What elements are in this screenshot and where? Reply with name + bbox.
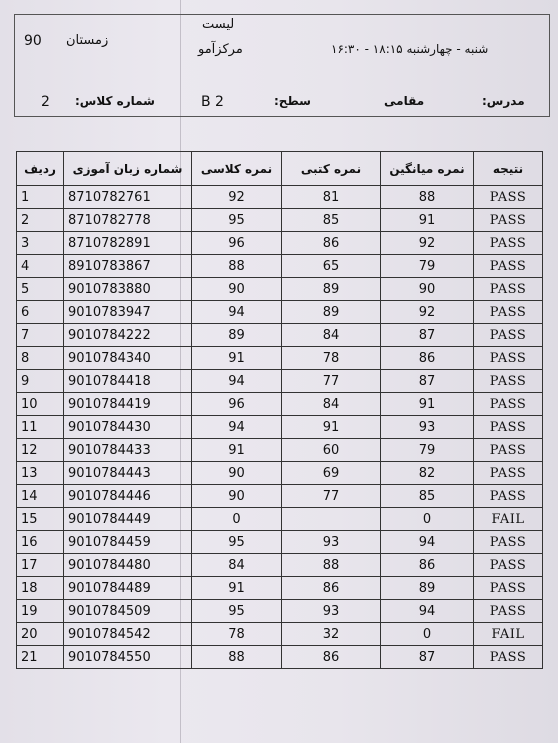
student-id-cell: 9010784550 (64, 646, 192, 669)
row-number-cell: 7 (17, 324, 64, 347)
average-score-cell: 94 (381, 531, 474, 554)
result-cell: PASS (474, 232, 543, 255)
table-row (17, 600, 543, 623)
result-cell: PASS (474, 485, 543, 508)
student-id-cell: 8710782891 (64, 232, 192, 255)
average-score-cell: 90 (381, 278, 474, 301)
result-cell: PASS (474, 577, 543, 600)
average-score-cell: 86 (381, 554, 474, 577)
list-title: لیست (202, 17, 235, 32)
student-id-cell: 9010783947 (64, 301, 192, 324)
class-score-cell: 91 (192, 347, 282, 370)
term-label: زمستان (66, 33, 109, 48)
class-score-cell: 0 (192, 508, 282, 531)
student-id-cell: 9010784446 (64, 485, 192, 508)
average-score-cell: 93 (381, 416, 474, 439)
student-id-cell: 8710782761 (64, 186, 192, 209)
term-number: 90 (24, 33, 42, 49)
average-score-cell: 0 (381, 623, 474, 646)
table-row (17, 508, 543, 531)
row-number-cell: 12 (17, 439, 64, 462)
table-row (17, 301, 543, 324)
written-score-cell: 77 (282, 485, 381, 508)
row-number-cell: 19 (17, 600, 64, 623)
row-number-cell: 16 (17, 531, 64, 554)
teacher-label: مدرس: (482, 94, 525, 108)
average-score-cell: 0 (381, 508, 474, 531)
column-header-student-id: شماره زبان آموزی (64, 152, 192, 186)
class-score-cell: 96 (192, 232, 282, 255)
student-id-cell: 8910783867 (64, 255, 192, 278)
row-number-cell: 4 (17, 255, 64, 278)
class-score-cell: 94 (192, 370, 282, 393)
student-id-cell: 9010784542 (64, 623, 192, 646)
average-score-cell: 79 (381, 439, 474, 462)
table-row (17, 485, 543, 508)
average-score-cell: 92 (381, 301, 474, 324)
column-header-class-score: نمره کلاسی (192, 152, 282, 186)
written-score-cell: 93 (282, 600, 381, 623)
result-cell: PASS (474, 439, 543, 462)
table-row (17, 186, 543, 209)
result-cell: PASS (474, 255, 543, 278)
class-score-cell: 96 (192, 393, 282, 416)
class-score-cell: 88 (192, 646, 282, 669)
average-score-cell: 89 (381, 577, 474, 600)
average-score-cell: 85 (381, 485, 474, 508)
teacher-name: مقامی (384, 94, 425, 108)
class-score-cell: 91 (192, 577, 282, 600)
student-id-cell: 9010784419 (64, 393, 192, 416)
result-cell: PASS (474, 393, 543, 416)
result-cell: PASS (474, 416, 543, 439)
result-cell: PASS (474, 554, 543, 577)
result-cell: PASS (474, 186, 543, 209)
row-number-cell: 5 (17, 278, 64, 301)
column-header-row-number: ردیف (17, 152, 64, 186)
written-score-cell: 88 (282, 554, 381, 577)
student-id-cell: 9010784449 (64, 508, 192, 531)
row-number-cell: 11 (17, 416, 64, 439)
table-row (17, 554, 543, 577)
table-row (17, 347, 543, 370)
result-cell: PASS (474, 324, 543, 347)
table-row (17, 393, 543, 416)
table-row (17, 278, 543, 301)
result-cell: PASS (474, 600, 543, 623)
result-cell: FAIL (474, 508, 543, 531)
average-score-cell: 82 (381, 462, 474, 485)
row-number-cell: 10 (17, 393, 64, 416)
result-cell: PASS (474, 347, 543, 370)
row-number-cell: 13 (17, 462, 64, 485)
table-row (17, 209, 543, 232)
result-cell: PASS (474, 646, 543, 669)
result-cell: PASS (474, 531, 543, 554)
average-score-cell: 92 (381, 232, 474, 255)
written-score-cell: 84 (282, 393, 381, 416)
average-score-cell: 79 (381, 255, 474, 278)
class-score-cell: 94 (192, 301, 282, 324)
table-row (17, 577, 543, 600)
result-cell: PASS (474, 301, 543, 324)
table-row (17, 462, 543, 485)
row-number-cell: 15 (17, 508, 64, 531)
written-score-cell: 86 (282, 577, 381, 600)
result-cell: PASS (474, 462, 543, 485)
class-score-cell: 92 (192, 186, 282, 209)
student-id-cell: 9010784443 (64, 462, 192, 485)
written-score-cell: 91 (282, 416, 381, 439)
row-number-cell: 9 (17, 370, 64, 393)
average-score-cell: 91 (381, 209, 474, 232)
result-cell: PASS (474, 209, 543, 232)
column-header-average: نمره میانگین (381, 152, 474, 186)
written-score-cell: 86 (282, 646, 381, 669)
class-score-cell: 95 (192, 531, 282, 554)
row-number-cell: 20 (17, 623, 64, 646)
average-score-cell: 88 (381, 186, 474, 209)
written-score-cell: 86 (282, 232, 381, 255)
student-id-cell: 8710782778 (64, 209, 192, 232)
average-score-cell: 87 (381, 324, 474, 347)
written-score-cell: 65 (282, 255, 381, 278)
row-number-cell: 18 (17, 577, 64, 600)
student-id-cell: 9010784222 (64, 324, 192, 347)
row-number-cell: 1 (17, 186, 64, 209)
class-score-cell: 90 (192, 278, 282, 301)
class-score-cell: 90 (192, 485, 282, 508)
class-number-label: شماره کلاس: (75, 94, 155, 108)
class-score-cell: 84 (192, 554, 282, 577)
table-row (17, 255, 543, 278)
table-row (17, 439, 543, 462)
class-score-cell: 94 (192, 416, 282, 439)
table-row (17, 531, 543, 554)
student-id-cell: 9010784489 (64, 577, 192, 600)
column-header-result: نتیجه (474, 152, 543, 186)
student-id-cell: 9010783880 (64, 278, 192, 301)
level-value: B 2 (201, 94, 224, 110)
written-score-cell: 89 (282, 278, 381, 301)
student-id-cell: 9010784509 (64, 600, 192, 623)
average-score-cell: 87 (381, 370, 474, 393)
class-number: 2 (41, 94, 50, 110)
table-row (17, 370, 543, 393)
result-cell: FAIL (474, 623, 543, 646)
average-score-cell: 87 (381, 646, 474, 669)
row-number-cell: 17 (17, 554, 64, 577)
table-row (17, 623, 543, 646)
column-header-written-score: نمره کتبی (282, 152, 381, 186)
center-name: مرکزآمو (198, 42, 243, 57)
written-score-cell: 93 (282, 531, 381, 554)
student-id-cell: 9010784480 (64, 554, 192, 577)
row-number-cell: 3 (17, 232, 64, 255)
class-score-cell: 78 (192, 623, 282, 646)
written-score-cell: 81 (282, 186, 381, 209)
class-score-cell: 89 (192, 324, 282, 347)
row-number-cell: 21 (17, 646, 64, 669)
table-row (17, 232, 543, 255)
class-schedule: شنبه - چهارشنبه ۱۸:۱۵ - ۱۶:۳۰ (331, 42, 489, 56)
grades-table-body (17, 186, 543, 669)
table-row (17, 416, 543, 439)
average-score-cell: 86 (381, 347, 474, 370)
class-score-cell: 90 (192, 462, 282, 485)
row-number-cell: 2 (17, 209, 64, 232)
student-id-cell: 9010784418 (64, 370, 192, 393)
row-number-cell: 8 (17, 347, 64, 370)
class-score-cell: 95 (192, 600, 282, 623)
level-label: سطح: (274, 94, 311, 108)
student-id-cell: 9010784340 (64, 347, 192, 370)
row-number-cell: 6 (17, 301, 64, 324)
class-score-cell: 91 (192, 439, 282, 462)
written-score-cell (282, 508, 381, 531)
written-score-cell: 78 (282, 347, 381, 370)
average-score-cell: 91 (381, 393, 474, 416)
written-score-cell: 85 (282, 209, 381, 232)
table-row (17, 324, 543, 347)
written-score-cell: 77 (282, 370, 381, 393)
written-score-cell: 84 (282, 324, 381, 347)
written-score-cell: 69 (282, 462, 381, 485)
student-id-cell: 9010784459 (64, 531, 192, 554)
table-row (17, 646, 543, 669)
student-id-cell: 9010784433 (64, 439, 192, 462)
result-cell: PASS (474, 370, 543, 393)
written-score-cell: 89 (282, 301, 381, 324)
class-score-cell: 95 (192, 209, 282, 232)
result-cell: PASS (474, 278, 543, 301)
written-score-cell: 32 (282, 623, 381, 646)
class-score-cell: 88 (192, 255, 282, 278)
table-header-row (17, 152, 543, 186)
grades-table (16, 151, 543, 669)
row-number-cell: 14 (17, 485, 64, 508)
average-score-cell: 94 (381, 600, 474, 623)
student-id-cell: 9010784430 (64, 416, 192, 439)
written-score-cell: 60 (282, 439, 381, 462)
